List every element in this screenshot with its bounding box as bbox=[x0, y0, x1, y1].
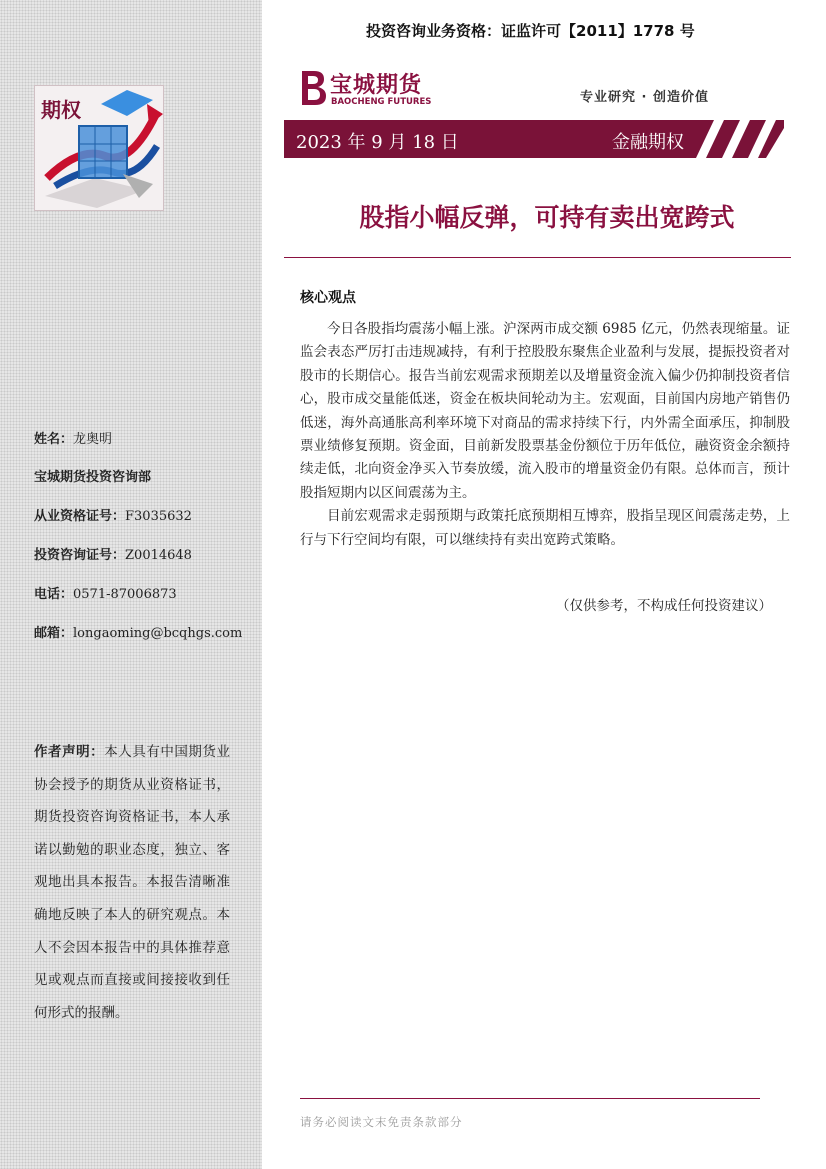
author-department: 宝城期货投资咨询部 bbox=[34, 470, 152, 485]
author-name-label: 姓名： bbox=[34, 432, 74, 447]
footer-note: 请务必阅读文末免责条款部分 bbox=[300, 1115, 463, 1129]
author-declaration bbox=[34, 736, 230, 1029]
qualification-label: 从业资格证号： bbox=[34, 509, 126, 524]
author-name: 龙奥明 bbox=[73, 432, 113, 447]
consult-row bbox=[34, 544, 192, 563]
qualification-number: F3035632 bbox=[125, 509, 192, 524]
phone-row bbox=[34, 583, 177, 602]
phone-label: 电话： bbox=[34, 587, 74, 602]
email-row bbox=[34, 622, 242, 641]
core-view-heading: 核心观点 bbox=[300, 290, 356, 306]
core-view-paragraph-2: 目前宏观需求走弱预期与政策托底预期相互博弈，股指呈现区间震荡走势，上行与下行空间均有限，可以继续持有卖出宽跨式策略。 bbox=[300, 508, 790, 548]
email-label: 邮箱： bbox=[34, 626, 74, 641]
logo-name: 宝城期货 bbox=[330, 73, 423, 98]
cover-label: 期权 bbox=[41, 98, 81, 122]
core-view-paragraph-1: 今日各股指均震荡小幅上涨。沪深两市成交额 6985 亿元，仍然表现缩量。证监会表态严厉打击违规减持，有利于控股股东聚焦企业盈利与发展，提振投资者对股市的长期信心。报告当前宏观需求预期差以及增量资金流入偏少仍抑制投资者信心，股市成交量能低迷，资金在板块间轮动为主。宏观面，目前国内房地产销售仍低迷，海外高通胀高利率环境下对商品的需求持续下行，内外需全面承压，抑制股票业绩修复预期。资金面，目前新发股票基金份额位于历年低位，融资资金余额持续走低，北向资金净买入节奏放缓，流入股市的增量资金仍有限。总体而言，预计股指短期内以区间震荡为主。 bbox=[300, 321, 790, 501]
qualification-row bbox=[34, 505, 192, 524]
author-name-row bbox=[34, 428, 112, 447]
cover-image bbox=[34, 85, 164, 211]
title-divider bbox=[284, 257, 791, 258]
core-view-body bbox=[300, 318, 790, 552]
company-logo bbox=[298, 68, 432, 112]
report-title: 股指小幅反弹，可持有卖出宽跨式 bbox=[359, 203, 735, 232]
investment-disclaimer: （仅供参考，不构成任何投资建议） bbox=[556, 598, 772, 614]
email-address[interactable]: longaoming@bcqhgs.com bbox=[73, 626, 243, 641]
logo-english: BAOCHENG FUTURES bbox=[331, 97, 432, 107]
footer-divider bbox=[300, 1098, 760, 1099]
license-info: 投资咨询业务资格：证监许可【2011】1778 号 bbox=[366, 22, 695, 40]
phone-number: 0571-87006873 bbox=[73, 587, 177, 602]
report-date: 2023 年 9 月 18 日 bbox=[296, 132, 459, 153]
logo-b-icon bbox=[298, 68, 328, 108]
declaration-label: 作者声明： bbox=[34, 744, 105, 760]
consult-number: Z0014648 bbox=[125, 548, 192, 563]
slogan: 专业研究 · 创造价值 bbox=[580, 90, 709, 105]
consult-label: 投资咨询证号： bbox=[34, 548, 126, 563]
report-category: 金融期权 bbox=[612, 132, 684, 153]
declaration-text: 本人具有中国期货业协会授予的期货从业资格证书，期货投资咨询资格证书，本人承诺以勤勉的职业态度，独立、客观地出具本报告。本报告清晰准确地反映了本人的研究观点。本人不会因本报告中的具体推荐意见或观点而直接或间接接收到任何形式的报酬。 bbox=[34, 744, 231, 1021]
